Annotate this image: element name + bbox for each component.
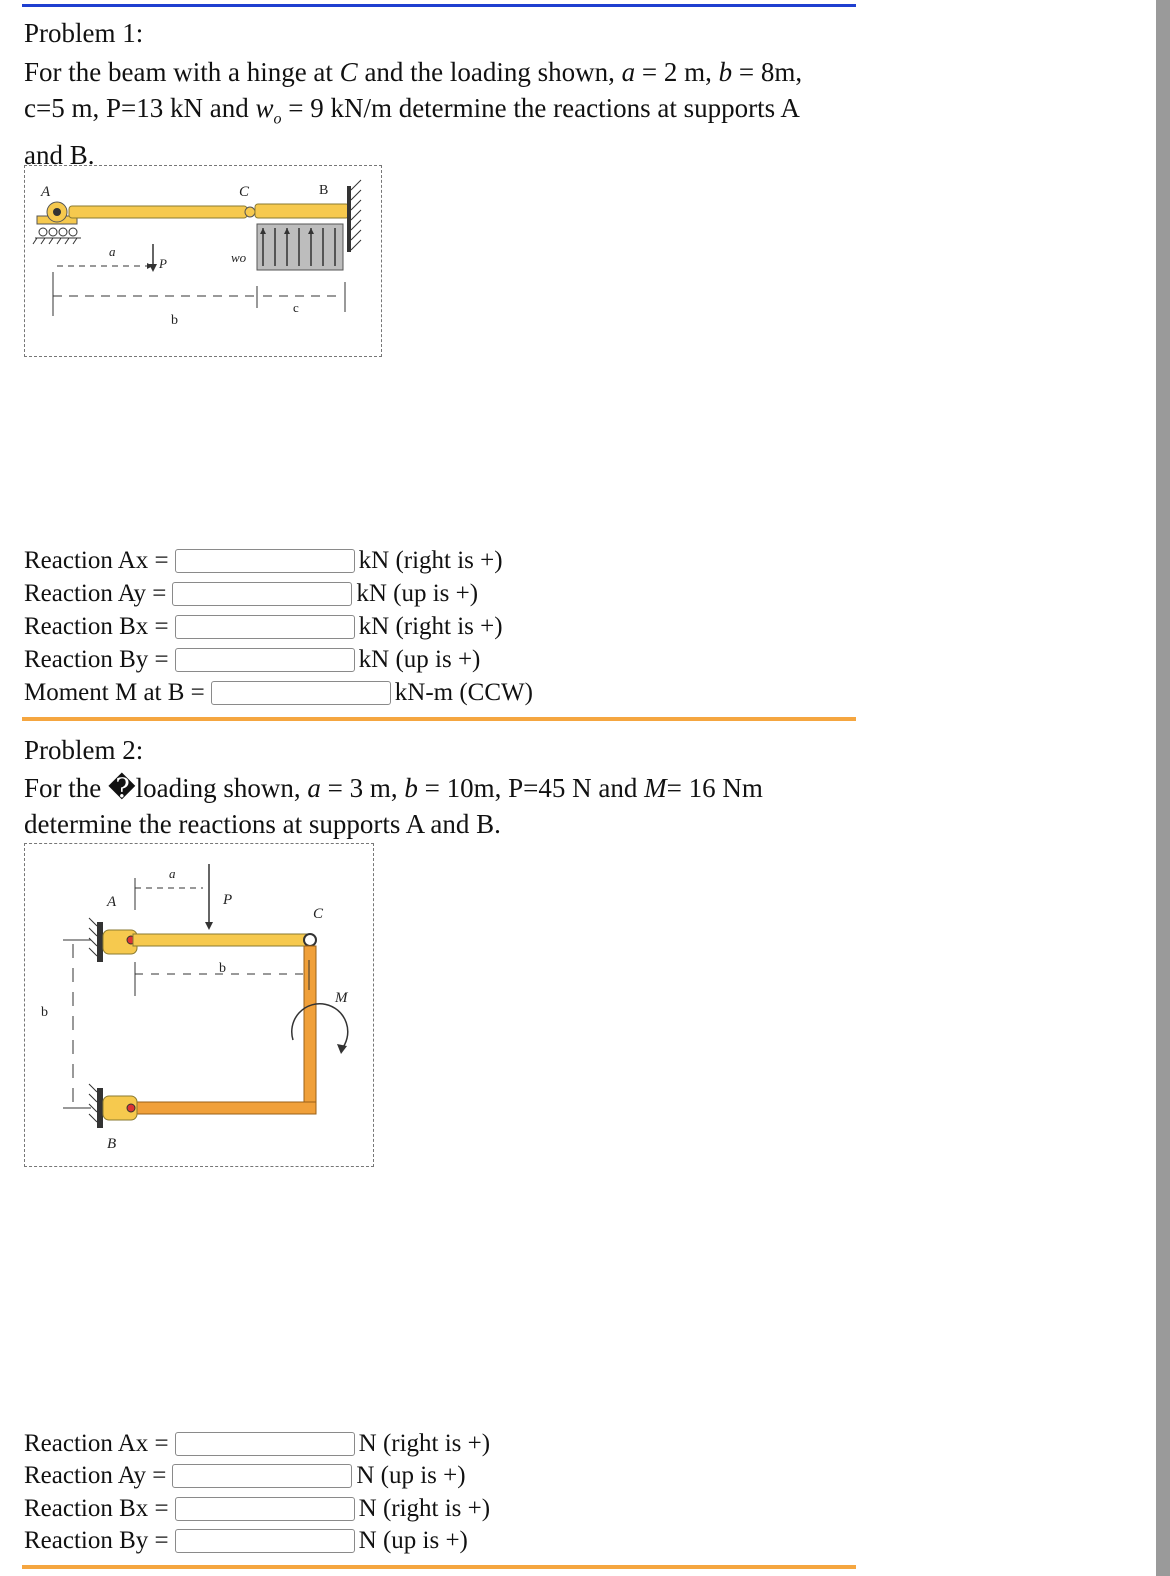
p1-row-mb: Moment M at B = kN-m (CCW) — [24, 679, 533, 706]
label-P: P — [159, 256, 167, 271]
label-B: B — [107, 1136, 117, 1152]
label-a: a — [109, 244, 116, 259]
p1-ax-input[interactable] — [175, 549, 355, 573]
p2-row-ay: Reaction Ay = N (up is +) — [24, 1462, 466, 1489]
page-scrollbar[interactable] — [1156, 0, 1170, 1576]
label-A: A — [107, 894, 117, 910]
problem1-figure — [24, 165, 382, 357]
problem2-figure — [24, 843, 374, 1167]
problem1-title: Problem 1: — [24, 18, 144, 48]
p2-row-bx: Reaction Bx = N (right is +) — [24, 1495, 491, 1522]
label-A: A — [41, 184, 51, 200]
label-b-left: b — [41, 1005, 48, 1020]
p2-row-by: Reaction By = N (up is +) — [24, 1527, 468, 1554]
label-C: C — [313, 906, 324, 922]
p1-ay-input[interactable] — [172, 582, 352, 606]
label-b-top: b — [219, 961, 226, 976]
p2-bx-input[interactable] — [175, 1497, 355, 1521]
p1-bx-input[interactable] — [175, 615, 355, 639]
p1-row-by: Reaction By = kN (up is +) — [24, 646, 481, 673]
p1-row-ay: Reaction Ay = kN (up is +) — [24, 580, 479, 607]
label-C: C — [239, 184, 250, 200]
top-divider — [22, 4, 856, 7]
label-wo: wo — [231, 250, 247, 265]
section-divider — [22, 717, 856, 721]
p1-mb-input[interactable] — [211, 681, 391, 705]
p1-by-input[interactable] — [175, 648, 355, 672]
p2-ay-input[interactable] — [172, 1464, 352, 1488]
p2-by-input[interactable] — [175, 1529, 355, 1553]
label-P: P — [223, 892, 233, 908]
label-M: M — [335, 990, 348, 1006]
label-b: b — [171, 313, 178, 328]
label-B: B — [319, 183, 329, 198]
problem2-title: Problem 2: — [24, 735, 144, 765]
p2-ax-input[interactable] — [175, 1432, 355, 1456]
bottom-divider — [22, 1565, 856, 1569]
label-c: c — [293, 300, 299, 315]
label-a: a — [169, 866, 176, 881]
p1-row-ax: Reaction Ax = kN (right is +) — [24, 547, 503, 574]
problem1-statement: For the beam with a hinge at C and the loading shown, a = 2 m, b = 8m, c=5 m, P=13 kN and $w_o = 9$ kN/m determine the reactions at supports A and B. — [24, 57, 803, 171]
frame-diagram — [25, 844, 373, 1166]
problem2-statement: For the �loading shown, a = 3 m, b = 10m, P=45 N and M= 16 Nm determine the reactions at supports A and B. — [24, 773, 763, 839]
beam-diagram — [25, 166, 381, 356]
p1-row-bx: Reaction Bx = kN (right is +) — [24, 613, 503, 640]
p2-row-ax: Reaction Ax = N (right is +) — [24, 1430, 491, 1457]
